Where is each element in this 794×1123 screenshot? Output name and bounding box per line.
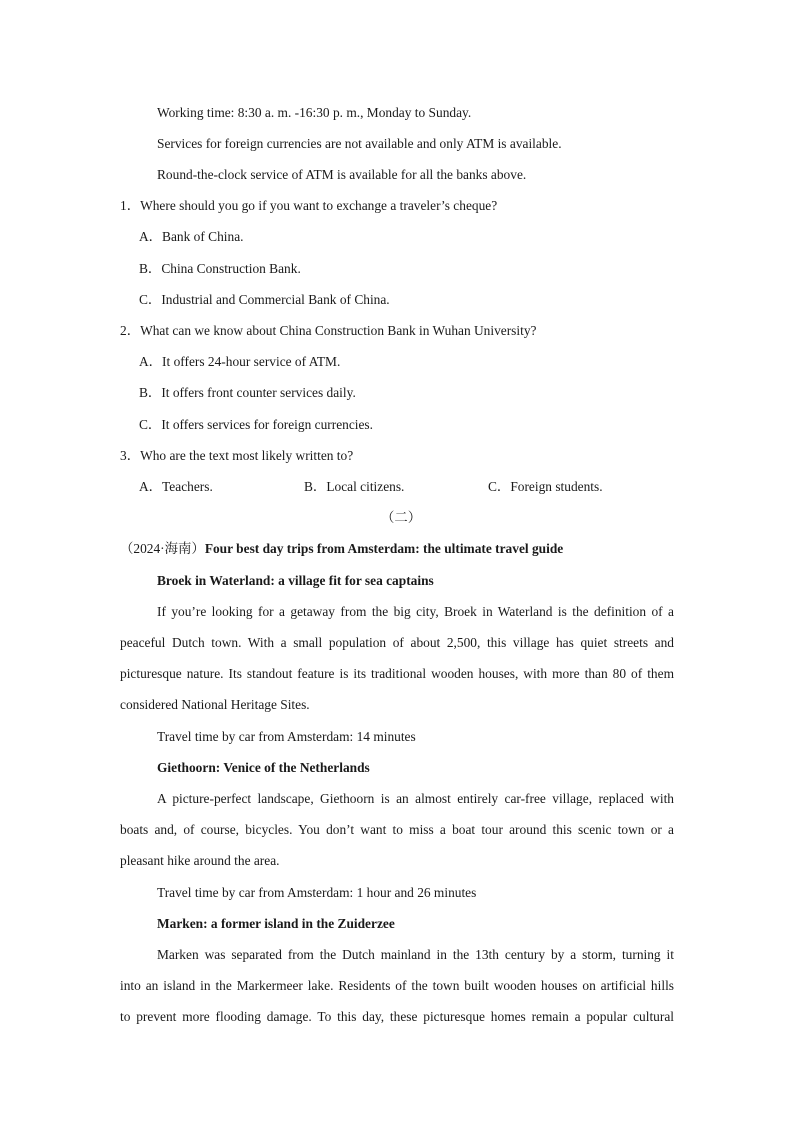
broek-heading: Broek in Waterland: a village fit for sea captains xyxy=(157,573,434,588)
marken-paragraph-line: into an island in the Markermeer lake. Residents of the town built wooden houses on artificial hills xyxy=(120,978,674,993)
broek-paragraph-line: peaceful Dutch town. With a small population of about 2,500, this village has quiet streets and xyxy=(120,635,674,650)
giethoorn-paragraph-line: A picture-perfect landscape, Giethoorn is an almost entirely car-free village, replaced with xyxy=(157,791,674,806)
question-1-option-a[interactable]: A．Bank of China. xyxy=(139,229,244,244)
question-2-option-b[interactable]: B．It offers front counter services daily. xyxy=(139,385,356,400)
question-3-option-b[interactable]: B．Local citizens. xyxy=(304,479,405,494)
marken-paragraph-line: to prevent more flooding damage. To this day, these picturesque homes remain a popular cultural xyxy=(120,1009,674,1024)
giethoorn-heading: Giethoorn: Venice of the Netherlands xyxy=(157,760,370,775)
foreign-currency-text: Services for foreign currencies are not available and only ATM is available. xyxy=(157,136,562,151)
question-2-option-a[interactable]: A．It offers 24-hour service of ATM. xyxy=(139,354,341,369)
passage-title-line xyxy=(120,540,563,558)
atm-round-clock-text: Round-the-clock service of ATM is available for all the banks above. xyxy=(157,167,527,182)
passage-title: Four best day trips from Amsterdam: the ultimate travel guide xyxy=(204,541,564,556)
broek-paragraph-line: considered National Heritage Sites. xyxy=(120,697,310,712)
section-number: （二） xyxy=(381,510,422,525)
giethoorn-travel-time: Travel time by car from Amsterdam: 1 hour and 26 minutes xyxy=(157,885,477,900)
giethoorn-paragraph-line: pleasant hike around the area. xyxy=(120,853,280,868)
broek-paragraph-line: picturesque nature. Its standout feature is its traditional wooden houses, with more than 80 of them xyxy=(120,666,674,681)
question-2-option-c[interactable]: C．It offers services for foreign currencies. xyxy=(139,417,373,432)
marken-paragraph-line: Marken was separated from the Dutch mainland in the 13th century by a storm, turning it xyxy=(157,947,674,962)
question-2-stem: 2．What can we know about China Construction Bank in Wuhan University? xyxy=(120,323,537,338)
question-3-option-c[interactable]: C．Foreign students. xyxy=(488,479,603,494)
working-time-text: Working time: 8:30 a. m. -16:30 p. m., Monday to Sunday. xyxy=(157,105,472,120)
marken-heading: Marken: a former island in the Zuiderzee xyxy=(157,916,395,931)
question-3-option-a[interactable]: A．Teachers. xyxy=(139,479,213,494)
question-1-option-c[interactable]: C．Industrial and Commercial Bank of China. xyxy=(139,292,390,307)
broek-travel-time: Travel time by car from Amsterdam: 14 minutes xyxy=(157,729,416,744)
broek-paragraph-line: If you’re looking for a getaway from the big city, Broek in Waterland is the definition of a xyxy=(157,604,674,619)
giethoorn-paragraph-line: boats and, of course, bicycles. You don’t want to miss a boat tour around this scenic town or a xyxy=(120,822,674,837)
question-3-stem: 3．Who are the text most likely written to? xyxy=(120,448,354,463)
question-1-stem: 1．Where should you go if you want to exchange a traveler’s cheque? xyxy=(120,198,498,213)
passage-source: （2024·海南） xyxy=(120,541,205,556)
question-1-option-b[interactable]: B．China Construction Bank. xyxy=(139,261,301,276)
